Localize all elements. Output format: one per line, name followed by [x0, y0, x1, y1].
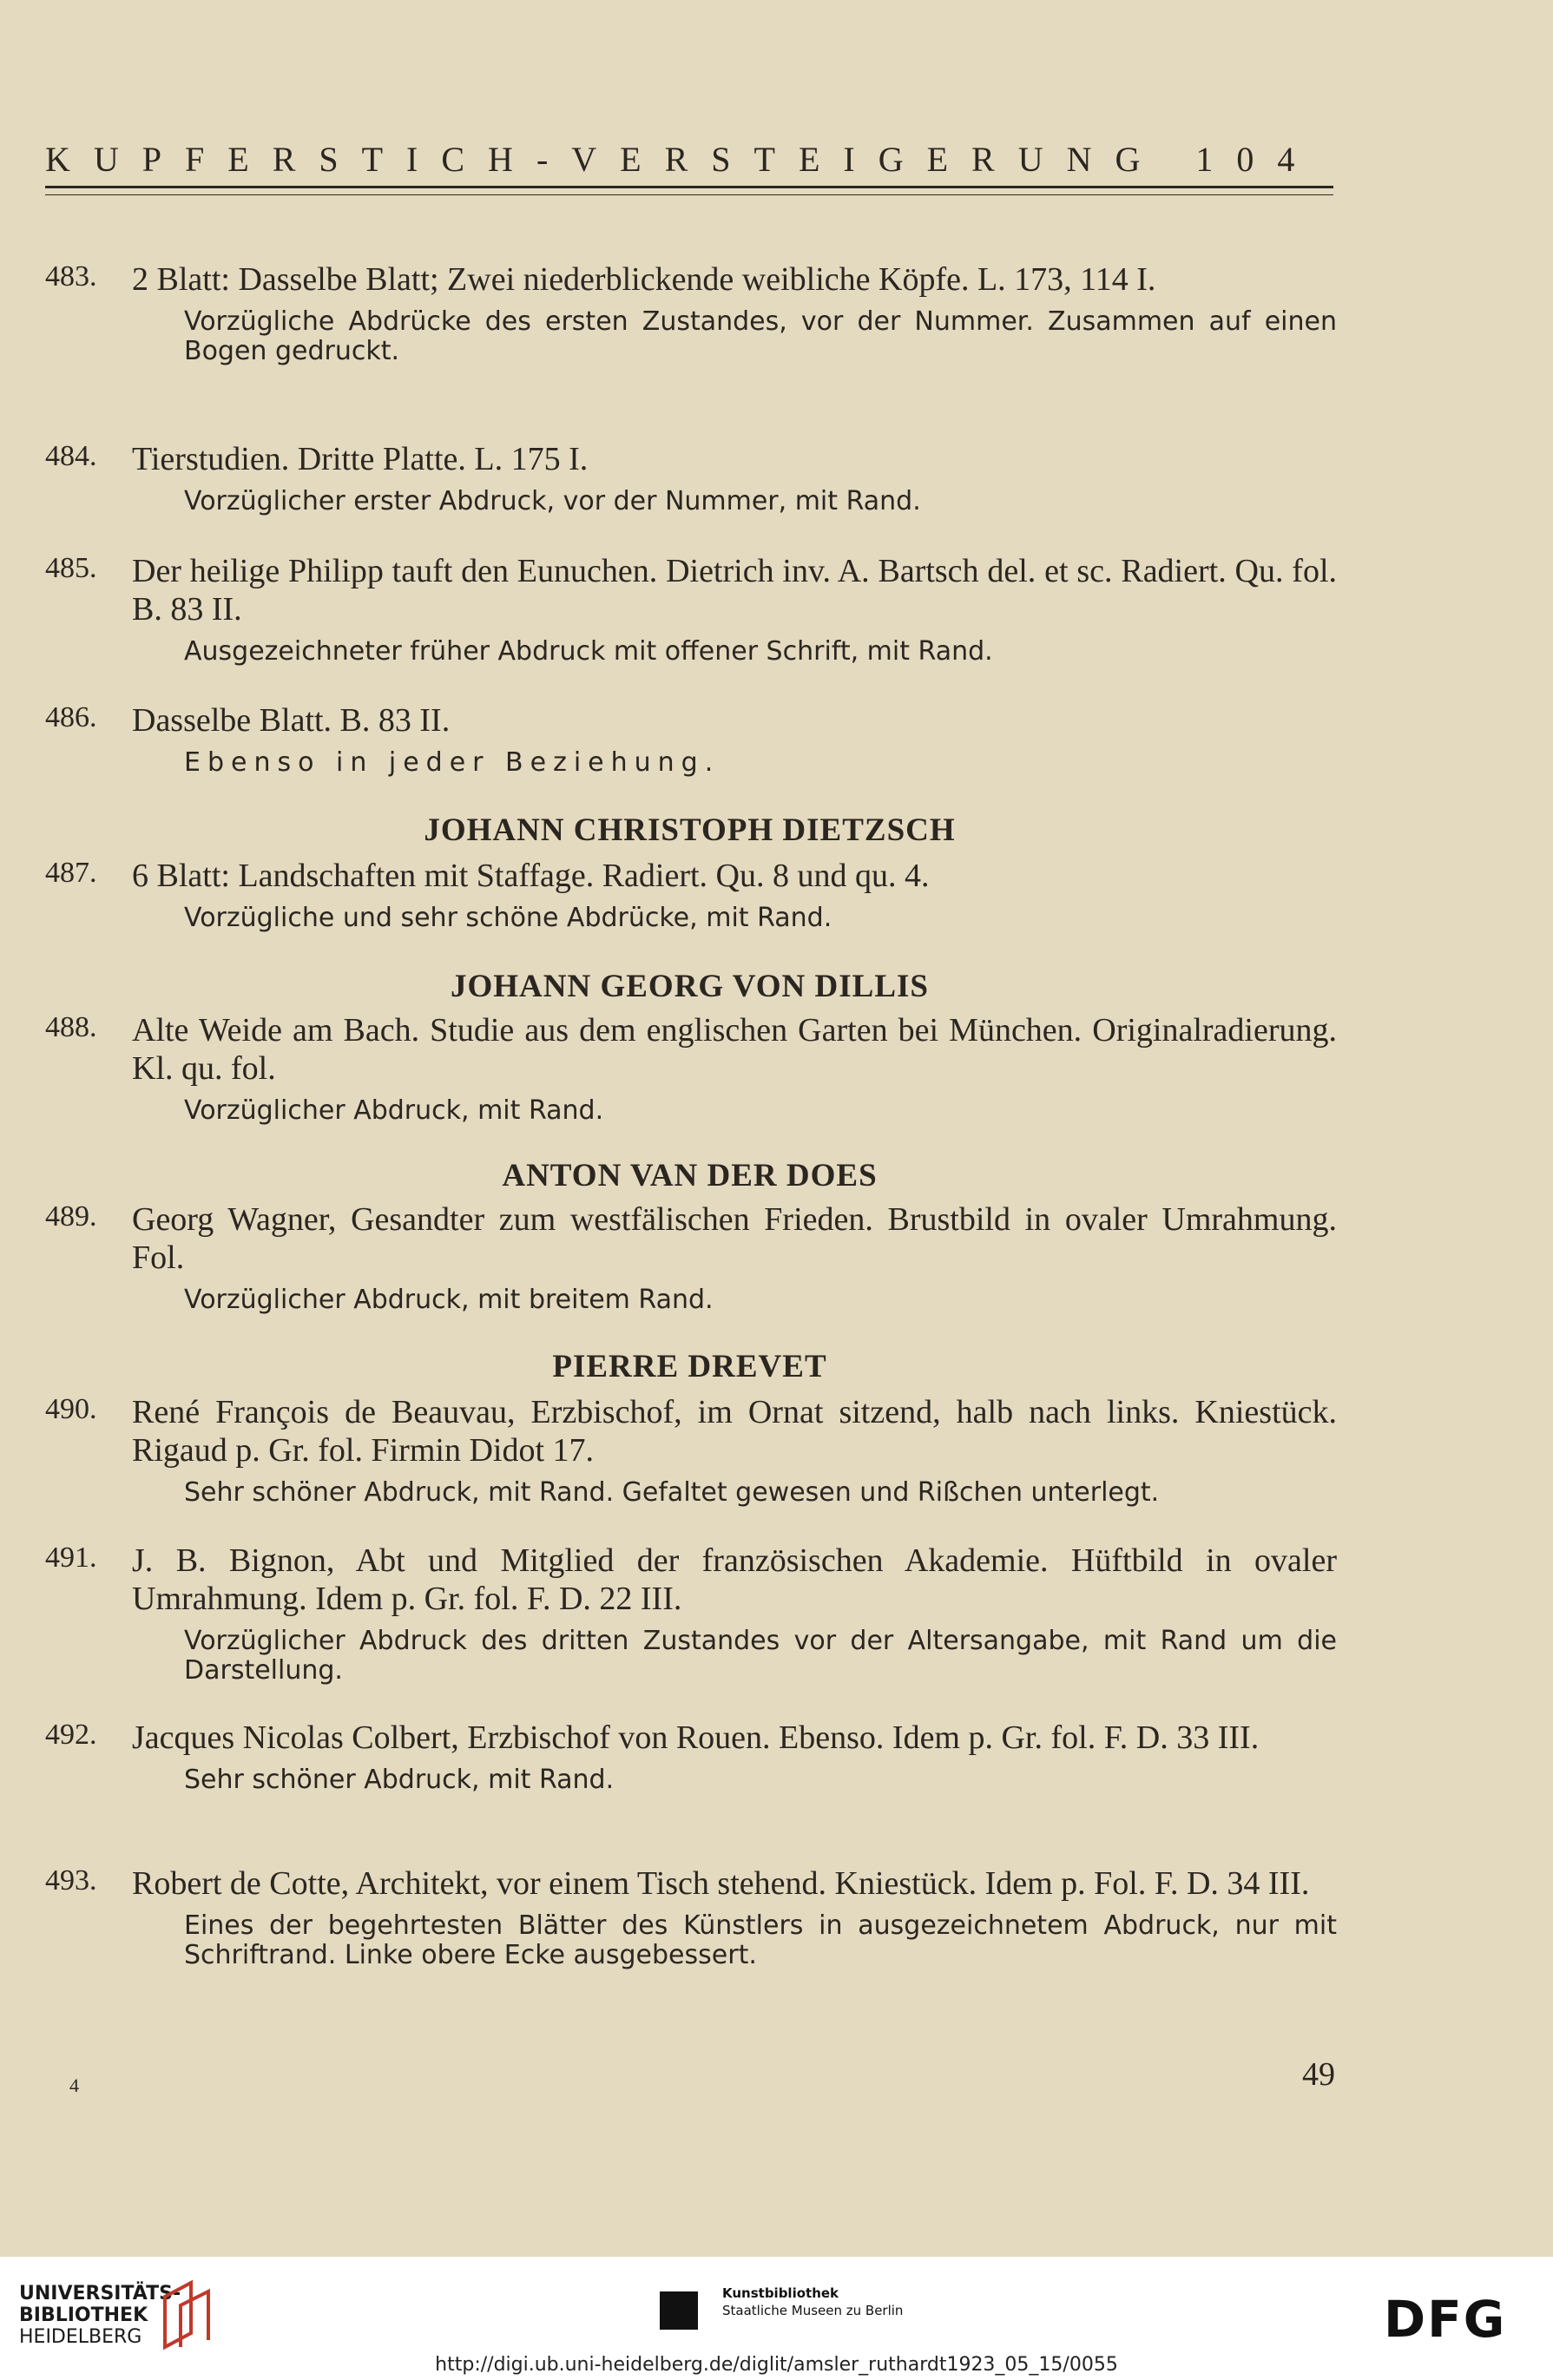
entry-number: 493.: [45, 1864, 97, 1897]
header-rule-thin: [45, 194, 1333, 195]
entry-title: Georg Wagner, Gesandter zum westfälischen Frieden. Brustbild in ovaler Umrahmung. Fol.: [132, 1201, 1337, 1276]
ub-heidelberg-logo-icon: [156, 2279, 217, 2350]
catalog-entry-486: [45, 701, 1337, 778]
entry-title: 2 Blatt: Dasselbe Blatt; Zwei niederblickende weibliche Köpfe. L. 173, 114 I.: [132, 261, 1156, 298]
dfg-logo: DFG: [1384, 2290, 1507, 2349]
catalog-entry-488: [45, 1011, 1337, 1126]
kunstbibliothek-logo-icon: [660, 2291, 698, 2330]
kb-line1: Kunstbibliothek: [722, 2285, 839, 2301]
entry-number: 487.: [45, 857, 97, 889]
entry-number: 484.: [45, 440, 97, 472]
artist-heading-dillis: JOHANN GEORG VON DILLIS: [451, 969, 929, 1004]
catalog-entry-487: [45, 857, 1337, 933]
entry-title: René François de Beauvau, Erzbischof, im Ornat sitzend, halb nach links. Kniestück. Rigaud p. Gr. fol. Firmin Didot 17.: [132, 1394, 1337, 1469]
entry-number: 485.: [45, 552, 97, 584]
page-number: 49: [1302, 2056, 1335, 2093]
entry-title: Der heilige Philipp tauft den Eunuchen. Dietrich inv. A. Bartsch del. et sc. Radiert. Qu. fol. B. 83 II.: [132, 553, 1337, 628]
catalog-entry-484: [45, 440, 1337, 516]
signature-mark: 4: [69, 2074, 79, 2096]
entry-note: Vorzügliche Abdrücke des ersten Zustandes, vor der Nummer. Zusammen auf einen Bogen gedruckt.: [184, 306, 1337, 366]
entry-note: Vorzüglicher Abdruck, mit breitem Rand.: [184, 1285, 714, 1315]
artist-heading-drevet: PIERRE DREVET: [552, 1349, 827, 1384]
catalog-entry-489: [45, 1200, 1337, 1315]
catalog-entry-492: [45, 1719, 1337, 1795]
artist-heading-does: ANTON VAN DER DOES: [502, 1158, 878, 1193]
entry-note: Vorzüglicher erster Abdruck, vor der Nummer, mit Rand.: [184, 486, 921, 516]
entry-note: Vorzüglicher Abdruck des dritten Zustandes vor der Altersangabe, mit Rand um die Darstellung.: [184, 1626, 1337, 1686]
library-line1: UNIVERSITÄTS-: [19, 2283, 181, 2304]
kunstbibliothek-text: [722, 2285, 903, 2319]
entry-title: Alte Weide am Bach. Studie aus dem englischen Garten bei München. Originalradierung. Kl. qu. fol.: [132, 1012, 1337, 1087]
digitization-footer: [0, 2257, 1553, 2380]
catalog-entry-483: [45, 260, 1337, 366]
entry-title: 6 Blatt: Landschaften mit Staffage. Radiert. Qu. 8 und qu. 4.: [132, 858, 930, 894]
entry-number: 492.: [45, 1719, 97, 1751]
catalog-entry-485: [45, 552, 1337, 667]
kb-line2: Staatliche Museen zu Berlin: [722, 2303, 904, 2318]
entry-note: Eines der begehrtesten Blätter des Künstlers in ausgezeichnetem Abdruck, nur mit Schriftrand. Linke obere Ecke ausgebessert.: [184, 1910, 1337, 1970]
library-line2: BIBLIOTHEK: [19, 2304, 148, 2326]
running-head: KUPFERSTICH-VERSTEIGERUNG 104: [45, 140, 1319, 179]
entry-number: 486.: [45, 701, 97, 733]
catalog-entry-493: [45, 1864, 1337, 1970]
catalog-entry-491: [45, 1542, 1337, 1686]
source-url[interactable]: http://digi.ub.uni-heidelberg.de/diglit/amsler_ruthardt1923_05_15/0055: [435, 2354, 1118, 2376]
entry-title: Tierstudien. Dritte Platte. L. 175 I.: [132, 441, 589, 477]
library-line3: HEIDELBERG: [19, 2326, 142, 2348]
entry-note: Vorzügliche und sehr schöne Abdrücke, mit Rand.: [184, 903, 832, 933]
entry-title: Jacques Nicolas Colbert, Erzbischof von Rouen. Ebenso. Idem p. Gr. fol. F. D. 33 III.: [132, 1719, 1260, 1756]
entry-number: 491.: [45, 1542, 97, 1574]
entry-number: 490.: [45, 1393, 97, 1425]
entry-note: Ausgezeichneter früher Abdruck mit offener Schrift, mit Rand.: [184, 636, 993, 667]
header-rule-thick: [45, 186, 1333, 188]
entry-title: Robert de Cotte, Architekt, vor einem Tisch stehend. Kniestück. Idem p. Fol. F. D. 34 III.: [132, 1865, 1310, 1902]
entry-number: 483.: [45, 260, 97, 293]
artist-heading-dietzsch: JOHANN CHRISTOPH DIETZSCH: [424, 812, 956, 848]
entry-number: 488.: [45, 1011, 97, 1043]
entry-note: Vorzüglicher Abdruck, mit Rand.: [184, 1095, 604, 1126]
entry-note: Sehr schöner Abdruck, mit Rand.: [184, 1765, 615, 1795]
entry-note: Sehr schöner Abdruck, mit Rand. Gefaltet gewesen und Rißchen unterlegt.: [184, 1477, 1160, 1508]
entry-title: J. B. Bignon, Abt und Mitglied der französischen Akademie. Hüftbild in ovaler Umrahmung. Idem p. Gr. fol. F. D. 22 III.: [132, 1542, 1337, 1617]
catalog-entry-490: [45, 1393, 1337, 1508]
entry-title: Dasselbe Blatt. B. 83 II.: [132, 702, 451, 739]
entry-number: 489.: [45, 1200, 97, 1233]
entry-note: Ebenso in jeder Beziehung.: [184, 747, 721, 778]
